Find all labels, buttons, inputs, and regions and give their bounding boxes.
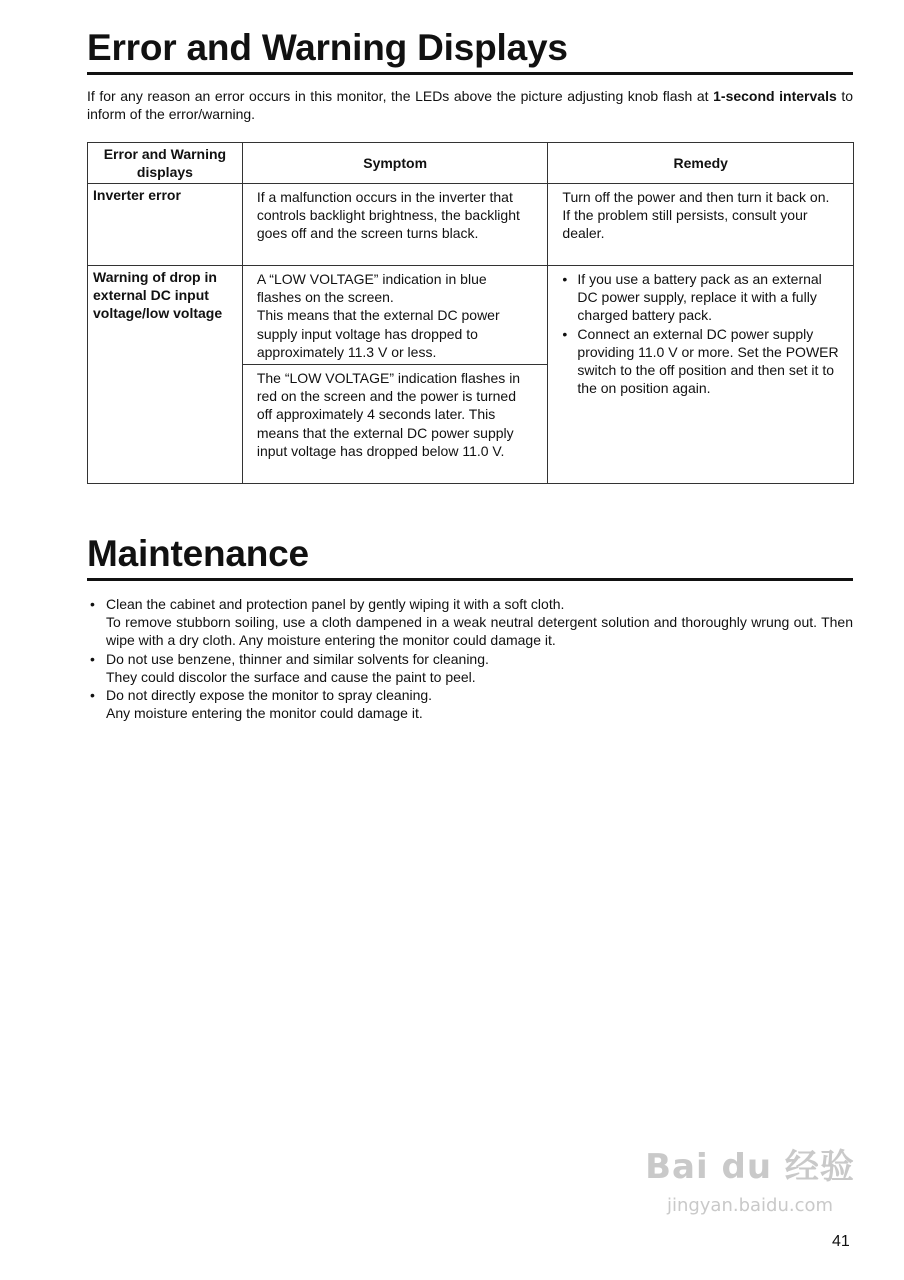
list-item-line: • Clean the cabinet and protection panel by gently wiping it with a soft cloth. <box>106 596 565 612</box>
header-remedy: Remedy <box>548 143 854 184</box>
intro-bold: 1-second intervals <box>713 88 837 104</box>
intro-tail: to inform of the error/warning. <box>87 88 853 122</box>
intro-paragraph <box>87 87 853 123</box>
list-item-line: • Do not directly expose the monitor to spray cleaning. <box>106 687 433 704</box>
section-heading-error-warning: Error and Warning Displays <box>87 29 853 75</box>
table-row <box>88 266 854 365</box>
watermark-brand: Bai du 经验 <box>645 1147 855 1187</box>
table-header-row <box>88 143 854 184</box>
header-symptom: Symptom <box>242 143 548 184</box>
baidu-watermark <box>640 1145 860 1245</box>
row-label-low-voltage: Warning of drop in external DC input voltage/low voltage <box>88 266 243 484</box>
row-label-inverter-error: Inverter error <box>88 184 243 266</box>
list-item-line: • Do not use benzene, thinner and similar solvents for cleaning. <box>106 650 489 667</box>
symptom-line: This means that the external DC power supply input voltage has dropped to approximately 11.3 V or less. <box>256 307 500 360</box>
table-row <box>88 184 854 266</box>
list-item <box>87 595 853 650</box>
header-displays: Error and Warning displays <box>88 143 243 184</box>
remedy-cell-low-voltage <box>548 266 854 484</box>
list-item <box>87 686 853 722</box>
list-item-line: They could discolor the surface and cause the paint to peel. <box>106 668 476 685</box>
intro-text: If for any reason an error occurs in this monitor, the LEDs above the picture adjusting knob flash at <box>87 88 714 104</box>
remedy-item: • If you use a battery pack as an external DC power supply, replace it with a fully charged battery pack. <box>562 270 839 325</box>
list-item-line: To remove stubborn soiling, use a cloth dampened in a weak neutral detergent solution and thoroughly wrung out. Then wipe with a dry cloth. Any moisture entering the monitor could damage it. <box>106 614 853 649</box>
watermark-url: jingyan.baidu.com <box>666 1195 834 1217</box>
remedy-list <box>562 270 839 397</box>
symptom-cell-red: The “LOW VOLTAGE” indication flashes in red on the screen and the power is turned off approximately 4 seconds later. This means that the external DC power supply input voltage has dropped below 11.0 V. <box>242 365 548 484</box>
section-heading-maintenance: Maintenance <box>87 535 853 581</box>
maintenance-list <box>87 595 853 722</box>
remedy-item: • Connect an external DC power supply providing 11.0 V or more. Set the POWER switch to the off position and then set it to the on position again. <box>562 325 839 398</box>
symptom-cell: If a malfunction occurs in the inverter that controls backlight brightness, the backlight goes off and the screen turns black. <box>242 184 548 266</box>
symptom-line: A “LOW VOLTAGE” indication in blue flashes on the screen. <box>256 271 487 306</box>
list-item-line: Any moisture entering the monitor could damage it. <box>106 705 423 722</box>
list-item <box>87 650 853 686</box>
symptom-cell-blue <box>242 266 548 365</box>
error-warning-table <box>87 142 854 484</box>
page-number: 41 <box>832 1233 850 1250</box>
remedy-cell: Turn off the power and then turn it back on. If the problem still persists, consult your dealer. <box>548 184 854 266</box>
